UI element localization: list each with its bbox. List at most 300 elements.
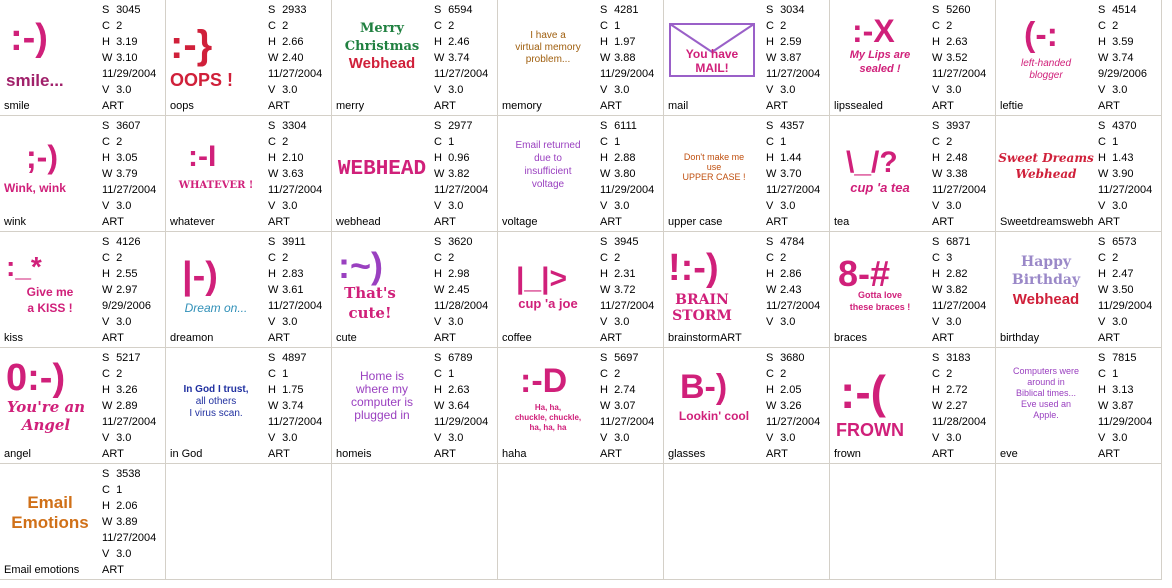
height-value: 1.75 <box>282 384 304 396</box>
design-tile[interactable] <box>830 348 996 464</box>
design-art-text: Email <box>27 493 73 512</box>
design-preview <box>832 118 928 212</box>
stat-key: H <box>268 36 276 48</box>
design-tile[interactable] <box>830 232 996 348</box>
width-value: 3.26 <box>780 400 802 412</box>
stitch-count: 3045 <box>116 4 141 16</box>
stat-row-c <box>102 18 164 34</box>
stitch-count: 3183 <box>946 352 971 364</box>
height-value: 3.26 <box>116 384 138 396</box>
stat-key: W <box>1098 400 1109 412</box>
color-count: 2 <box>448 252 455 264</box>
stat-row-v <box>102 430 164 446</box>
color-count: 1 <box>448 368 455 380</box>
stat-row-h <box>1098 34 1160 50</box>
date-value: 11/27/2004 <box>268 68 323 80</box>
stat-key: V <box>434 432 442 444</box>
stat-row-w <box>268 166 330 182</box>
design-format: ART <box>268 100 290 112</box>
stat-key: W <box>102 52 113 64</box>
design-art-text: Sweet Dreams <box>998 151 1094 165</box>
design-tile[interactable] <box>830 0 996 116</box>
design-art-text: chuckle, chuckle, <box>514 413 582 422</box>
design-tile[interactable] <box>664 348 830 464</box>
sweet-dreams-design-icon[interactable] <box>998 118 1094 212</box>
webhead-design-icon[interactable] <box>334 118 430 212</box>
width-value: 3.80 <box>614 168 636 180</box>
empty-cell <box>996 464 1162 580</box>
stat-row-s <box>434 350 496 366</box>
color-count: 2 <box>448 20 455 32</box>
width-value: 3.87 <box>780 52 802 64</box>
stat-key: W <box>268 284 279 296</box>
design-art-text: due to <box>534 153 562 164</box>
design-preview <box>666 350 762 444</box>
tea-cup-design-icon[interactable] <box>832 118 928 212</box>
width-value: 2.89 <box>116 400 138 412</box>
width-value: 3.90 <box>1112 168 1134 180</box>
stat-key: W <box>600 168 611 180</box>
design-tile[interactable] <box>332 116 498 232</box>
design-art-text: Dream on... <box>184 301 248 315</box>
design-art-text: insufficient <box>524 166 572 177</box>
color-count: 2 <box>282 20 289 32</box>
design-name: Email emotions <box>4 564 80 576</box>
lips-sealed-design-icon[interactable] <box>832 2 928 96</box>
stat-key: V <box>102 84 110 96</box>
kiss-design-icon[interactable] <box>2 234 98 328</box>
design-stats <box>434 350 496 446</box>
design-name: wink <box>4 216 27 228</box>
stat-row-s <box>766 2 828 18</box>
width-value: 3.61 <box>282 284 304 296</box>
stat-row-h <box>932 150 994 166</box>
design-art-text: Computers were <box>1012 366 1080 376</box>
height-value: 3.05 <box>116 152 138 164</box>
design-art-text: B-) <box>680 368 728 406</box>
stat-row-h <box>268 150 330 166</box>
stat-row-v <box>268 430 330 446</box>
stat-row-h <box>600 266 662 282</box>
design-format: ART <box>600 216 622 228</box>
stat-row-h <box>932 34 994 50</box>
design-art-text: 0:-) <box>6 357 66 399</box>
stat-row-v <box>932 430 994 446</box>
design-preview <box>2 2 98 96</box>
stat-row-s <box>102 466 164 482</box>
oops-design-icon[interactable] <box>168 2 264 96</box>
design-tile[interactable] <box>0 348 166 464</box>
stat-key: H <box>932 36 940 48</box>
version-value: 3.0 <box>946 316 962 328</box>
width-value: 2.45 <box>448 284 470 296</box>
envelope-icon[interactable] <box>666 2 762 96</box>
wink-design-icon[interactable] <box>2 118 98 212</box>
design-art-text: \_/? <box>846 146 898 179</box>
stat-key: S <box>434 352 442 364</box>
frown-design-icon[interactable] <box>832 350 928 444</box>
stat-row-s <box>102 350 164 366</box>
design-name: in God <box>170 448 203 460</box>
stat-row-date <box>434 298 496 314</box>
stitch-count: 3937 <box>946 120 971 132</box>
stat-key: V <box>600 432 608 444</box>
stitch-count: 4784 <box>780 236 805 248</box>
stat-row-w <box>600 166 662 182</box>
version-value: 3.0 <box>614 84 630 96</box>
design-art-text: Happy <box>1020 254 1072 270</box>
email-emotions-design-icon[interactable] <box>2 466 98 560</box>
height-value: 1.97 <box>614 36 636 48</box>
design-stats <box>102 350 164 446</box>
height-value: 2.83 <box>282 268 304 280</box>
stat-key: S <box>1098 4 1106 16</box>
stat-row-w <box>932 50 994 66</box>
stat-row-v <box>766 198 828 214</box>
in-god-design-icon[interactable] <box>168 350 264 444</box>
color-count: 2 <box>780 252 787 264</box>
design-tile[interactable] <box>664 116 830 232</box>
stat-row-v <box>434 430 496 446</box>
stat-key: H <box>434 36 442 48</box>
stat-row-s <box>268 234 330 250</box>
stat-row-w <box>434 398 496 414</box>
stat-key: H <box>102 152 110 164</box>
eve-design-icon[interactable] <box>998 350 1094 444</box>
stat-row-c <box>434 250 496 266</box>
stat-row-h <box>102 34 164 50</box>
design-art-text: Webhead <box>348 55 416 72</box>
design-preview <box>168 234 264 328</box>
design-art-text: Ha, ha, <box>534 403 562 412</box>
date-value: 11/29/2004 <box>600 184 655 196</box>
stat-key: W <box>268 400 279 412</box>
color-count: 2 <box>780 20 787 32</box>
stat-row-s <box>932 350 994 366</box>
design-format: ART <box>102 332 124 344</box>
memory-design-icon[interactable] <box>500 2 596 96</box>
stat-key: S <box>600 4 608 16</box>
stat-row-c <box>434 366 496 382</box>
stat-key: H <box>932 152 940 164</box>
design-format: ART <box>932 332 954 344</box>
design-format: ART <box>766 448 788 460</box>
version-value: 3.0 <box>1112 432 1128 444</box>
stat-row-w <box>766 398 828 414</box>
stat-row-h <box>600 382 662 398</box>
design-stats <box>600 118 662 214</box>
design-stats <box>766 2 828 98</box>
design-stats <box>102 466 164 562</box>
birthday-design-icon[interactable] <box>998 234 1094 328</box>
stat-row-v <box>1098 430 1160 446</box>
stat-row-w <box>268 282 330 298</box>
stat-row-h <box>1098 266 1160 282</box>
angel-design-icon[interactable] <box>2 350 98 444</box>
design-format: ART <box>434 448 456 460</box>
design-stats <box>600 234 662 330</box>
merry-christmas-design-icon[interactable] <box>334 2 430 96</box>
date-value: 11/27/2004 <box>932 184 987 196</box>
date-value: 11/27/2004 <box>102 532 157 544</box>
stat-key: W <box>1098 168 1109 180</box>
width-value: 3.74 <box>282 400 304 412</box>
stat-row-w <box>268 398 330 414</box>
stat-key: V <box>434 316 442 328</box>
design-art-text: MAIL! <box>695 61 729 75</box>
stat-row-s <box>600 2 662 18</box>
dream-on-design-icon[interactable] <box>168 234 264 328</box>
design-stats <box>102 2 164 98</box>
stat-key: C <box>766 136 774 148</box>
design-tile[interactable] <box>332 0 498 116</box>
design-art-text: WHATEVER ! <box>178 180 254 191</box>
braces-design-icon[interactable] <box>832 234 928 328</box>
design-art-text: That's <box>344 284 396 302</box>
whatever-design-icon[interactable] <box>168 118 264 212</box>
design-stats <box>1098 118 1160 214</box>
date-value: 11/27/2004 <box>102 416 157 428</box>
stat-key: C <box>102 484 110 496</box>
stitch-count: 6594 <box>448 4 473 16</box>
voltage-design-icon[interactable] <box>500 118 596 212</box>
design-art-text: all others <box>195 396 237 407</box>
design-format: ART <box>932 100 954 112</box>
design-art-text: 8-# <box>838 253 891 294</box>
stat-row-w <box>1098 398 1160 414</box>
design-tile[interactable] <box>664 0 830 116</box>
stat-row-v <box>102 546 164 562</box>
stat-row-s <box>102 118 164 134</box>
stat-key: S <box>1098 120 1106 132</box>
stat-row-s <box>600 350 662 366</box>
design-tile[interactable] <box>0 116 166 232</box>
design-stats <box>600 2 662 98</box>
width-value: 3.87 <box>1112 400 1134 412</box>
stat-key: S <box>766 4 774 16</box>
stitch-count: 4126 <box>116 236 141 248</box>
design-art-text: UPPER CASE ! <box>682 172 746 182</box>
stat-row-w <box>102 50 164 66</box>
design-name: frown <box>834 448 861 460</box>
stat-key: W <box>932 400 943 412</box>
design-format: ART <box>268 448 290 460</box>
design-tile[interactable] <box>996 116 1162 232</box>
design-tile[interactable] <box>996 232 1162 348</box>
design-art-text: |_|> <box>516 262 567 295</box>
design-tile[interactable] <box>996 348 1162 464</box>
design-name: glasses <box>668 448 706 460</box>
stat-key: C <box>268 20 276 32</box>
stat-row-date <box>102 66 164 82</box>
stat-key: S <box>600 352 608 364</box>
smile-design-icon[interactable] <box>2 2 98 96</box>
design-tile[interactable] <box>332 232 498 348</box>
version-value: 3.0 <box>780 84 796 96</box>
width-value: 3.38 <box>946 168 968 180</box>
design-preview <box>334 234 430 328</box>
stitch-count: 6789 <box>448 352 473 364</box>
design-name: homeis <box>336 448 372 460</box>
date-value: 11/27/2004 <box>600 300 655 312</box>
design-art-text: use <box>706 162 722 172</box>
stitch-count: 6111 <box>614 120 637 132</box>
design-preview <box>998 234 1094 328</box>
stat-key: C <box>434 252 442 264</box>
design-name: Sweetdreamswebh <box>1000 216 1094 228</box>
version-value: 3.0 <box>946 84 962 96</box>
stat-row-s <box>600 118 662 134</box>
design-tile[interactable] <box>664 232 830 348</box>
stat-row-w <box>268 50 330 66</box>
date-value: 11/27/2004 <box>1098 184 1153 196</box>
color-count: 2 <box>116 368 123 380</box>
design-tile[interactable] <box>996 0 1162 116</box>
stat-row-w <box>600 282 662 298</box>
stat-row-v <box>932 314 994 330</box>
color-count: 2 <box>614 368 621 380</box>
design-art-text: computer is <box>350 395 414 409</box>
upper-case-design-icon[interactable] <box>666 118 762 212</box>
design-format: ART <box>434 216 456 228</box>
design-art-text: Biblical times... <box>1015 388 1077 398</box>
stat-row-h <box>434 34 496 50</box>
height-value: 2.48 <box>946 152 968 164</box>
design-art-text: :_* <box>6 251 42 282</box>
design-tile[interactable] <box>498 0 664 116</box>
design-art-text: STORM <box>672 308 732 324</box>
stat-row-date <box>268 414 330 430</box>
stat-row-h <box>600 150 662 166</box>
stat-key: W <box>766 400 777 412</box>
stat-key: C <box>932 136 940 148</box>
design-tile[interactable] <box>0 464 166 580</box>
design-tile[interactable] <box>498 232 664 348</box>
design-name: lipssealed <box>834 100 883 112</box>
design-art-text: Email returned <box>515 140 581 151</box>
stat-row-c <box>766 134 828 150</box>
stitch-count: 4281 <box>614 4 639 16</box>
brainstorm-design-icon[interactable] <box>666 234 762 328</box>
design-art-text: OOPS ! <box>170 70 234 90</box>
design-preview <box>666 118 762 212</box>
stitch-count: 4370 <box>1112 120 1137 132</box>
stat-row-date <box>932 298 994 314</box>
stat-key: W <box>1098 284 1109 296</box>
stat-row-date <box>102 530 164 546</box>
stat-key: H <box>102 36 110 48</box>
design-preview <box>500 2 596 96</box>
empty-cell <box>664 464 830 580</box>
stat-key: H <box>600 36 608 48</box>
color-count: 1 <box>780 136 787 148</box>
leftie-design-icon[interactable] <box>998 2 1094 96</box>
stat-row-date <box>766 298 828 314</box>
design-tile[interactable] <box>830 116 996 232</box>
home-design-icon[interactable] <box>334 350 430 444</box>
design-tile[interactable] <box>166 232 332 348</box>
design-art-text: Merry <box>360 21 404 36</box>
stat-key: S <box>268 120 276 132</box>
stat-key: W <box>268 52 279 64</box>
design-art-text: |-) <box>182 255 218 297</box>
design-preview <box>500 234 596 328</box>
design-tile[interactable] <box>166 0 332 116</box>
stat-key: W <box>434 284 445 296</box>
design-art-text: You're an <box>6 398 86 416</box>
version-value: 3.0 <box>448 200 464 212</box>
width-value: 3.89 <box>116 516 138 528</box>
stat-row-date <box>766 66 828 82</box>
height-value: 0.96 <box>448 152 470 164</box>
stat-row-w <box>600 50 662 66</box>
design-format: ART <box>268 216 290 228</box>
stat-row-h <box>434 150 496 166</box>
stat-key: W <box>766 168 777 180</box>
stat-key: S <box>766 236 774 248</box>
design-format: ART <box>1098 100 1120 112</box>
stat-row-v <box>766 430 828 446</box>
design-stats <box>1098 350 1160 446</box>
stat-key: W <box>600 52 611 64</box>
color-count: 2 <box>116 252 123 264</box>
design-name: kiss <box>4 332 23 344</box>
stat-row-c <box>102 250 164 266</box>
design-art-text: left-handed <box>1020 58 1072 69</box>
design-tile[interactable] <box>0 232 166 348</box>
design-tile[interactable] <box>166 348 332 464</box>
version-value: 3.0 <box>1112 316 1128 328</box>
stat-key: V <box>268 316 276 328</box>
stitch-count: 3680 <box>780 352 805 364</box>
version-value: 3.0 <box>780 432 796 444</box>
stat-key: C <box>434 136 442 148</box>
stat-row-c <box>1098 366 1160 382</box>
stat-key: V <box>102 316 110 328</box>
stat-key: V <box>268 200 276 212</box>
design-art-text: cup 'a joe <box>518 296 578 311</box>
stat-row-s <box>268 118 330 134</box>
design-tile[interactable] <box>498 116 664 232</box>
design-name: dreamon <box>170 332 214 344</box>
cute-design-icon[interactable] <box>334 234 430 328</box>
width-value: 2.97 <box>116 284 138 296</box>
stat-key: W <box>600 284 611 296</box>
stat-key: H <box>766 268 774 280</box>
coffee-cup-design-icon[interactable] <box>500 234 596 328</box>
design-stats <box>268 350 330 446</box>
design-tile[interactable] <box>332 348 498 464</box>
stat-key: H <box>600 384 608 396</box>
design-format: ART <box>1098 448 1120 460</box>
stat-key: W <box>434 400 445 412</box>
stat-row-c <box>766 250 828 266</box>
design-art-text: Emotions <box>11 513 89 532</box>
haha-design-icon[interactable] <box>500 350 596 444</box>
stat-row-w <box>102 398 164 414</box>
design-tile[interactable] <box>0 0 166 116</box>
glasses-design-icon[interactable] <box>666 350 762 444</box>
design-tile[interactable] <box>166 116 332 232</box>
design-tile[interactable] <box>498 348 664 464</box>
design-stats <box>434 234 496 330</box>
date-value: 11/27/2004 <box>600 416 655 428</box>
stat-row-date <box>268 298 330 314</box>
design-name: webhead <box>336 216 381 228</box>
design-name: whatever <box>170 216 215 228</box>
design-preview <box>168 118 264 212</box>
stat-row-date <box>766 414 828 430</box>
